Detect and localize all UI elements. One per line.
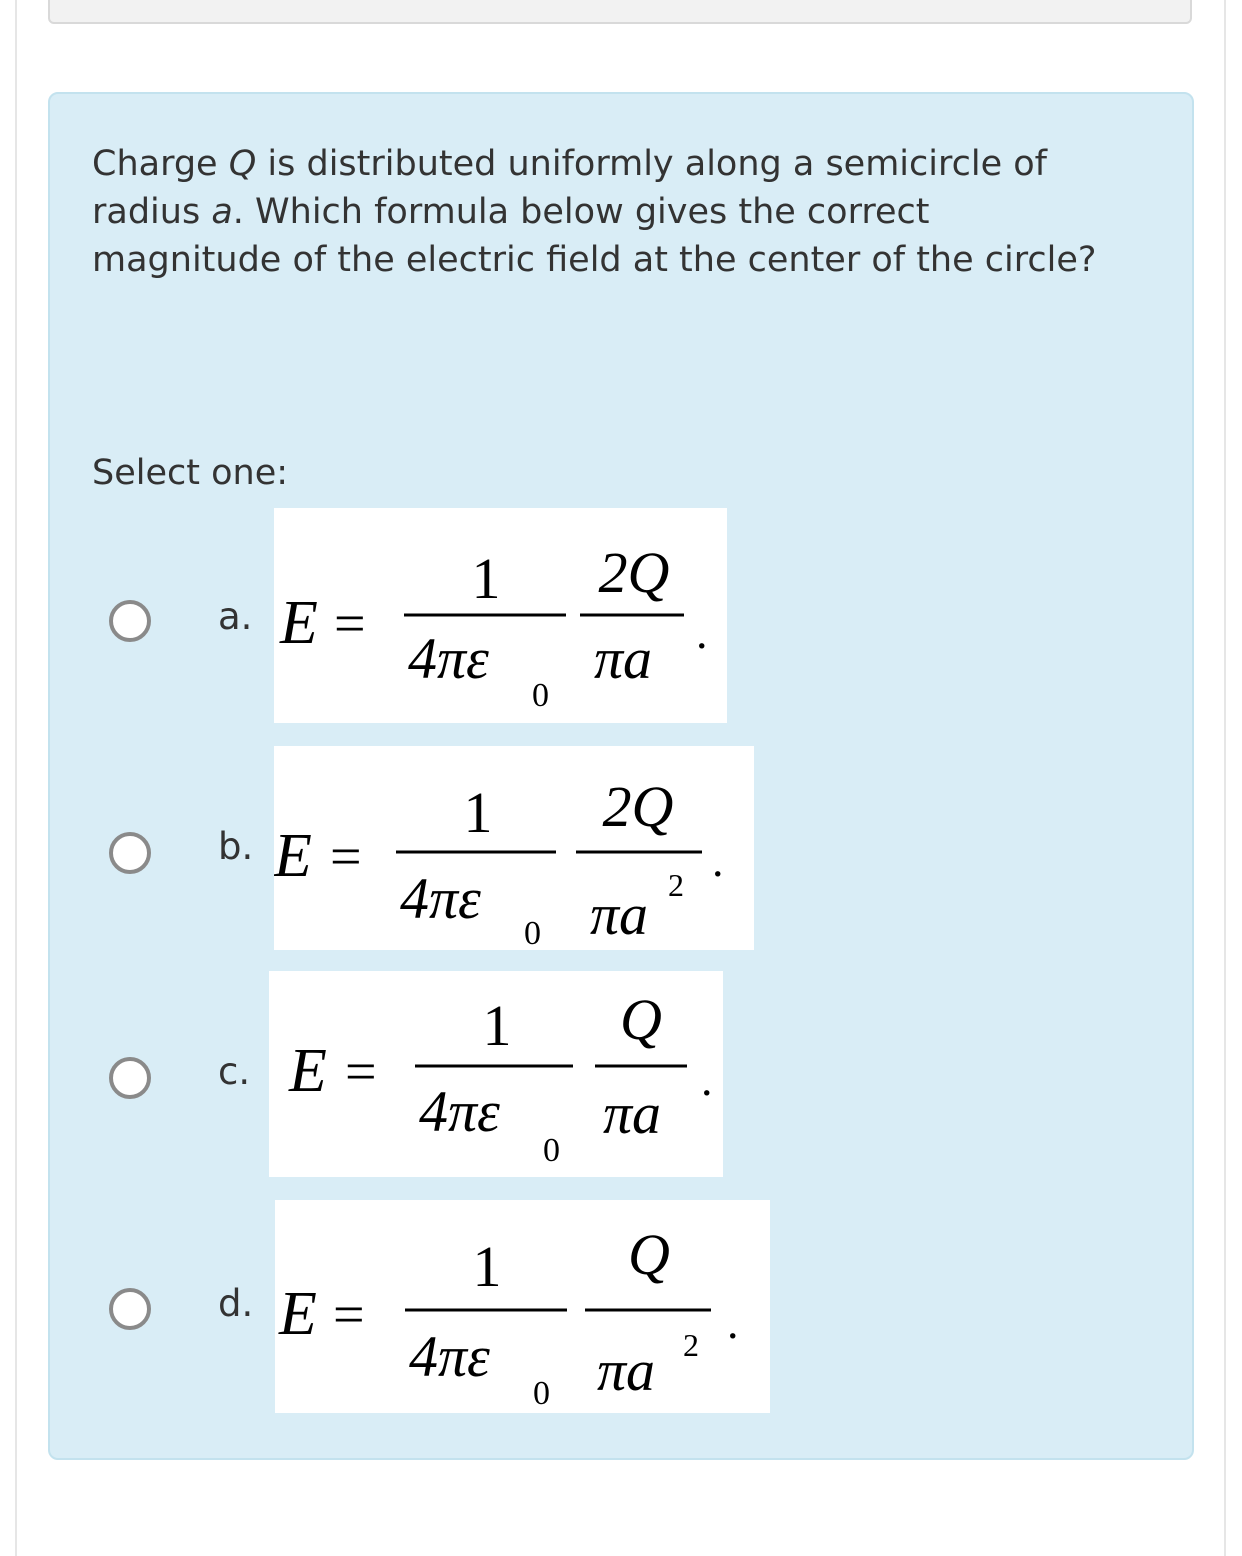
select-one-prompt: Select one:	[92, 453, 289, 493]
formula-exponent: 2	[683, 1327, 699, 1363]
formula-equals: =	[333, 1284, 365, 1346]
previous-question-panel	[48, 0, 1192, 24]
formula-period: .	[712, 835, 724, 886]
page-border-right	[1224, 0, 1226, 1556]
formula-image-option-a[interactable]	[274, 508, 727, 723]
formula-denominator-1: 4πε	[400, 866, 481, 931]
formula-image-option-d[interactable]	[275, 1200, 770, 1413]
formula-subscript-0: 0	[543, 1132, 560, 1169]
radio-option-d[interactable]	[109, 1288, 151, 1330]
formula-numerator-2: Q	[620, 987, 662, 1052]
formula-numerator-2: 2Q	[602, 774, 674, 839]
formula-numerator-1: 1	[482, 993, 512, 1058]
question-text: Charge Q is distributed uniformly along a semicircle of radius a. Which formula below gives the correct magnitude of the electric field at the center of the circle?	[92, 144, 1097, 280]
option-letter-c[interactable]: c.	[218, 1050, 251, 1093]
formula-period: .	[701, 1054, 713, 1105]
formula-equals: =	[345, 1041, 377, 1103]
formula-numerator-2: 2Q	[598, 540, 670, 605]
formula-exponent: 2	[668, 867, 684, 903]
formula-subscript-0: 0	[533, 1375, 550, 1412]
formula-denominator-1: 4πε	[408, 626, 489, 691]
formula-numerator-1: 1	[463, 780, 493, 845]
radio-option-c[interactable]	[109, 1057, 151, 1099]
formula-equals: =	[334, 593, 366, 655]
formula-lhs: E	[289, 1037, 327, 1105]
formula-equals: =	[330, 826, 362, 888]
formula-subscript-0: 0	[524, 915, 541, 950]
formula-numerator-1: 1	[472, 1234, 502, 1299]
formula-image-option-b[interactable]	[274, 746, 754, 950]
formula-denominator-2: πa	[594, 626, 653, 691]
radio-option-a[interactable]	[109, 600, 151, 642]
formula-numerator-2: Q	[628, 1222, 670, 1287]
formula-lhs: E	[279, 1280, 317, 1348]
formula-period: .	[696, 607, 708, 658]
formula-numerator-1: 1	[471, 546, 501, 611]
formula-denominator-2: πa	[590, 882, 649, 947]
page-border-left	[15, 0, 17, 1556]
option-letter-b[interactable]: b.	[218, 825, 254, 868]
formula-image-option-c[interactable]	[269, 971, 723, 1177]
formula-denominator-1: 4πε	[419, 1079, 500, 1144]
formula-denominator-2: πa	[597, 1338, 656, 1403]
formula-period: .	[727, 1297, 739, 1348]
formula-lhs: E	[280, 589, 318, 657]
formula-subscript-0: 0	[532, 677, 549, 714]
radio-option-b[interactable]	[109, 832, 151, 874]
variable-a: a	[211, 192, 233, 232]
formula-denominator-1: 4πε	[409, 1324, 490, 1389]
variable-q: Q	[228, 144, 257, 184]
formula-lhs: E	[274, 822, 312, 890]
option-letter-a[interactable]: a.	[218, 595, 253, 638]
option-letter-d[interactable]: d.	[218, 1282, 254, 1325]
formula-denominator-2: πa	[603, 1081, 662, 1146]
